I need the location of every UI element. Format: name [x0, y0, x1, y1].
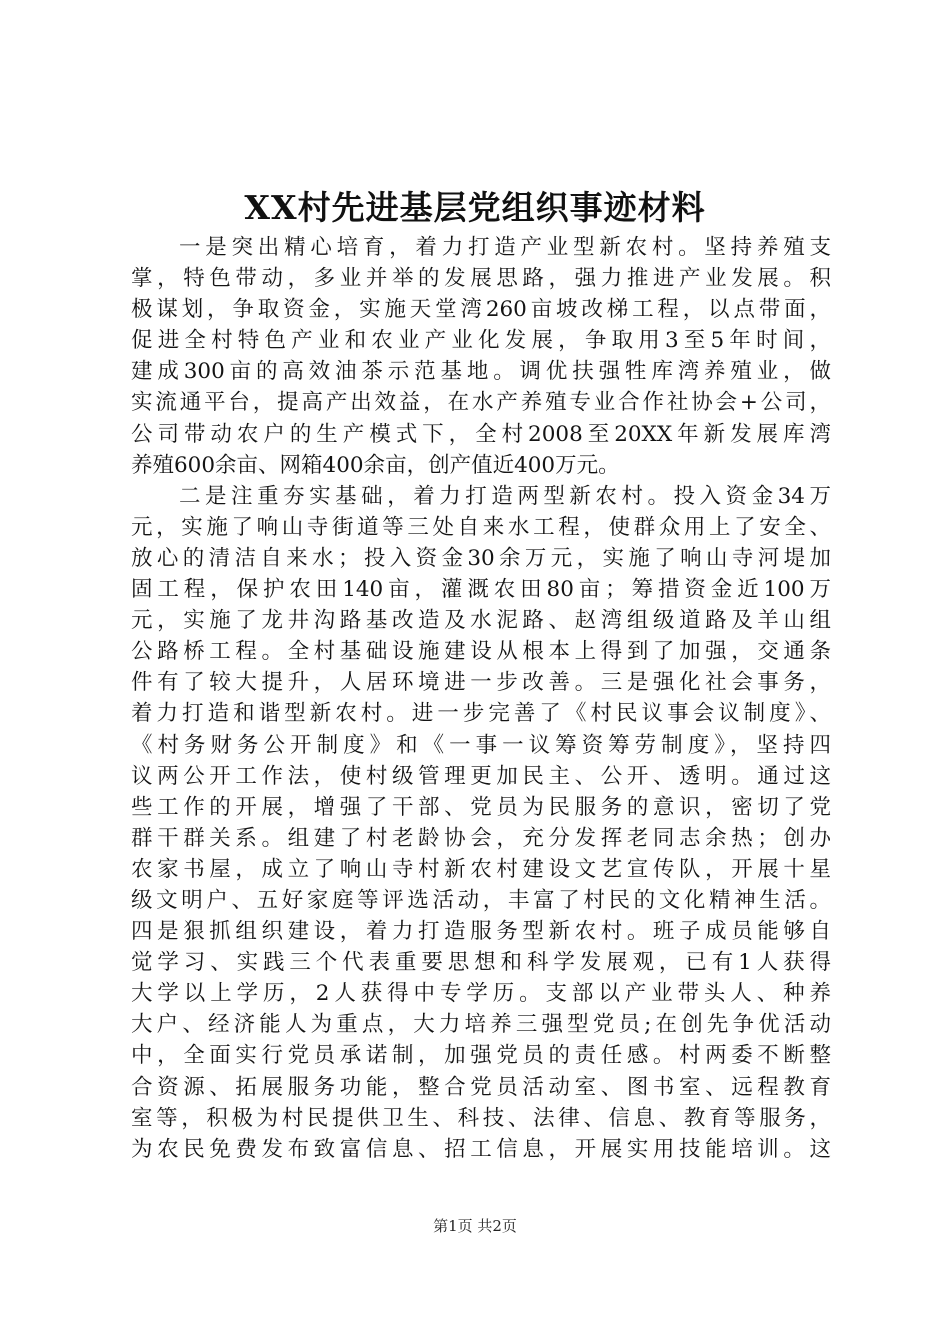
paragraph-line: 实流通平台，提高产出效益，在水产养殖专业合作社协会+公司，: [131, 390, 831, 416]
paragraph-line: 建成300亩的高效油茶示范基地。调优扶强牲库湾养殖业，做: [131, 359, 831, 385]
paragraph-line: 公司带动农户的生产模式下，全村2008至20XX年新发展库湾: [131, 421, 831, 447]
paragraph-line: 件有了较大提升，人居环境进一步改善。三是强化社会事务，: [131, 670, 831, 696]
paragraph-line: 元，实施了响山寺街道等三处自来水工程，使群众用上了安全、: [131, 514, 831, 540]
paragraph-line: 室等，积极为村民提供卫生、科技、法律、信息、教育等服务，: [131, 1105, 831, 1131]
paragraph-line: 大户、经济能人为重点，大力培养三强型党员;在创先争优活动: [131, 1012, 831, 1038]
paragraph-line: 群干群关系。组建了村老龄协会，充分发挥老同志余热；创办: [131, 825, 831, 851]
paragraph-line: 议两公开工作法，使村级管理更加民主、公开、透明。通过这: [131, 763, 831, 789]
paragraph-line: 元，实施了龙井沟路基改造及水泥路、赵湾组级道路及羊山组: [131, 608, 831, 634]
paragraph-line: 公路桥工程。全村基础设施建设从根本上得到了加强，交通条: [131, 639, 831, 665]
paragraph-line: 农家书屋，成立了响山寺村新农村建设文艺宣传队，开展十星: [131, 856, 831, 882]
document-title: XX村先进基层党组织事迹材料: [244, 188, 706, 227]
paragraph-line: 级文明户、五好家庭等评选活动，丰富了村民的文化精神生活。: [131, 887, 831, 913]
paragraph-line: 掌，特色带动，多业并举的发展思路，强力推进产业发展。积: [131, 266, 831, 292]
paragraph-line: 觉学习、实践三个代表重要思想和科学发展观，已有1人获得: [131, 950, 831, 976]
paragraph-line: 固工程，保护农田140亩，灌溉农田80亩；筹措资金近100万: [131, 577, 831, 603]
paragraph-line: 中，全面实行党员承诺制，加强党员的责任感。村两委不断整: [131, 1043, 831, 1069]
paragraph-line: 四是狠抓组织建设，着力打造服务型新农村。班子成员能够自: [131, 919, 831, 945]
page-number-footer: 第1页 共2页: [433, 1217, 517, 1235]
paragraph-line: 着力打造和谐型新农村。进一步完善了《村民议事会议制度》、: [131, 701, 831, 727]
paragraph-line: 养殖600余亩、网箱400余亩，创产值近400万元。: [131, 452, 620, 478]
paragraph-line: 合资源、拓展服务功能，整合党员活动室、图书室、远程教育: [131, 1074, 831, 1100]
paragraph-line: 为农民免费发布致富信息、招工信息，开展实用技能培训。这: [131, 1136, 831, 1162]
document-body: [131, 232, 831, 1165]
paragraph-line: 放心的清洁自来水；投入资金30余万元，实施了响山寺河堤加: [131, 545, 831, 571]
paragraph-line: 《村务财务公开制度》和《一事一议筹资筹劳制度》，坚持四: [131, 732, 831, 758]
paragraph-line: 些工作的开展，增强了干部、党员为民服务的意识，密切了党: [131, 794, 831, 820]
paragraph-line: 促进全村特色产业和农业产业化发展，争取用3至5年时间，: [131, 328, 831, 354]
paragraph-line: 二是注重夯实基础，着力打造两型新农村。投入资金34万: [179, 483, 831, 509]
paragraph-line: 一是突出精心培育，着力打造产业型新农村。坚持养殖支: [179, 235, 831, 260]
paragraph-line: 大学以上学历，2人获得中专学历。支部以产业带头人、种养: [131, 981, 831, 1007]
paragraph-line: 极谋划，争取资金，实施天堂湾260亩坡改梯工程，以点带面，: [131, 297, 831, 323]
